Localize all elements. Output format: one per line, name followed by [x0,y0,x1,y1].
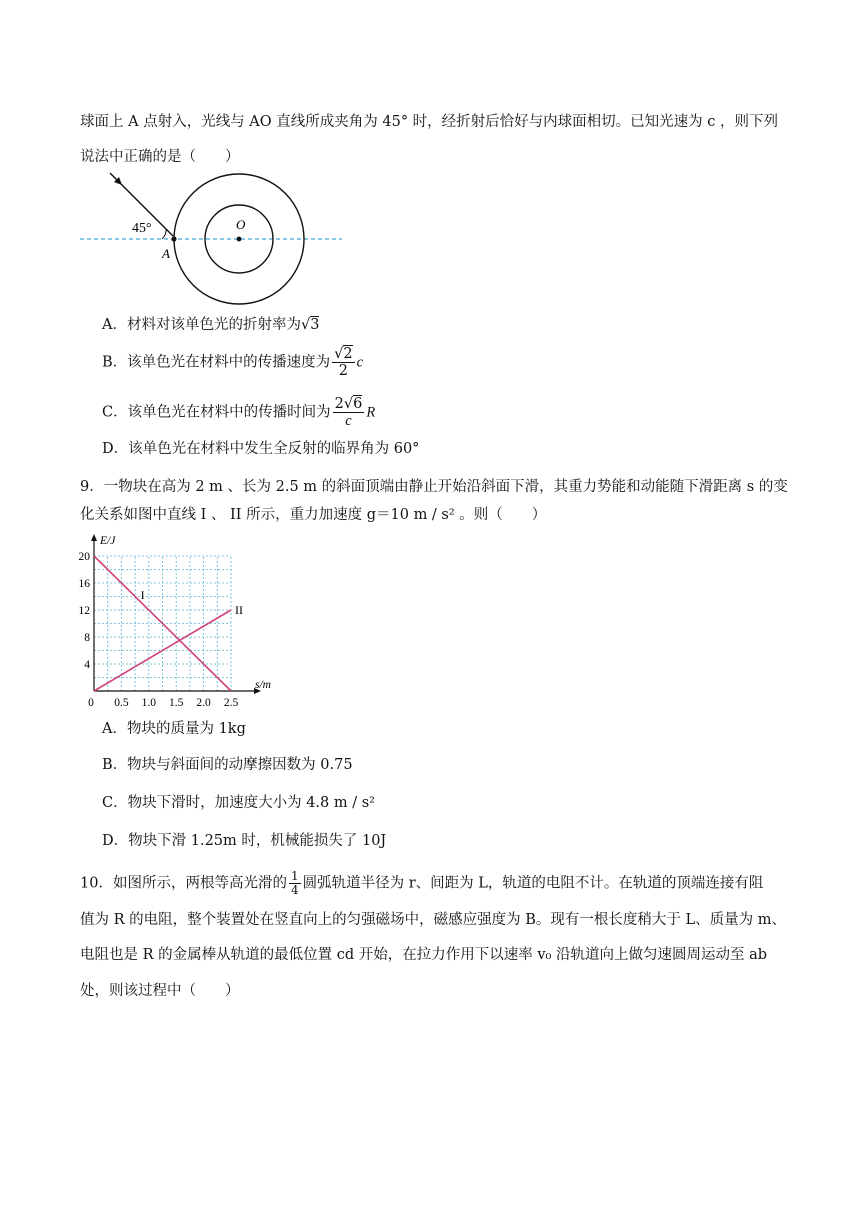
q8-option-c: C．该单色光在材料中的传播时间为 $\frac{2√6}{c}$ R [102,396,376,429]
x-tick-label: 2.0 [196,697,211,709]
y-tick-label: 4 [84,659,90,671]
x-tick-label: 1.0 [141,697,156,709]
q8-option-b-text: B．该单色光在材料中的传播速度为 [102,354,331,371]
q9-stem-line2: 化关系如图中直线 I 、 II 所示，重力加速度 g＝10 m / s² 。则（ ） [80,507,547,523]
q8-option-b-denominator: 2 [338,363,349,379]
q8-option-c-coef: 2 [334,396,344,412]
x-tick-label: 1.5 [169,697,184,709]
q10-line1 [80,870,763,897]
point-O-label: O [236,217,246,232]
q8-option-b-var: c [356,354,364,371]
q8-option-c-radicand: 6 [353,396,363,412]
q8-stem-line1: 球面上 A 点射入，光线与 AO 直线所成夹角为 45° 时，经折射后恰好与内球面相切。已知光速为 c ，则下列 [80,114,779,130]
q10-frac-denominator: 4 [290,883,299,897]
q9-option-b: B．物块与斜面间的动摩擦因数为 0.75 [102,757,353,773]
series-label-I: I [140,588,145,603]
point-A-label: A [162,246,170,261]
q8-option-a-radicand: 3 [310,317,320,333]
q10-line2: 值为 R 的电阻，整个装置处在竖直向上的匀强磁场中，磁感应强度为 B。现有一根长度稍大于 L、质量为 m、 [80,912,786,928]
angle-arc [162,229,166,239]
q10-frac-numerator: 1 [290,869,299,883]
sphere-figure [80,168,350,313]
q8-stem-line2: 说法中正确的是（ ） [80,149,240,165]
q9-stem-line1: 9．一物块在高为 2 m 、长为 2.5 m 的斜面顶端由静止开始沿斜面下滑，其重力势能和动能随下滑距离 s 的变 [80,479,788,495]
q8-option-d: D．该单色光在材料中发生全反射的临界角为 60° [102,441,420,457]
q8-option-b: B．该单色光在材料中的传播速度为 $\frac{√2}{2}$ c [102,346,364,379]
q8-option-a-text: A．材料对该单色光的折射率为 [102,317,301,333]
y-tick-label: 20 [78,551,90,563]
angle-label: 45° [132,221,152,236]
x-tick-label: 0 [88,697,94,709]
q9-option-d: D．物块下滑 1.25m 时，机械能损失了 10J [102,833,387,849]
q9-option-a: A．物块的质量为 1kg [102,721,246,737]
q8-option-c-denominator: c [345,413,352,429]
point-O-dot [237,237,242,242]
q8-option-c-text: C．该单色光在材料中的传播时间为 [102,404,331,421]
y-tick-label: 12 [78,605,90,617]
point-A-dot [171,236,176,241]
y-axis-label: E/J [100,535,116,547]
q9-option-c: C．物块下滑时，加速度大小为 4.8 m / s² [102,795,375,811]
x-tick-label: 0.5 [114,697,129,709]
series-label-II: II [235,603,243,617]
q8-option-a: A．材料对该单色光的折射率为√3 [102,317,320,333]
q10-line3: 电阻也是 R 的金属棒从轨道的最低位置 cd 开始，在拉力作用下以速率 v₀ 沿轨道向上做匀速圆周运动至 ab [80,947,768,963]
energy-distance-chart [76,532,286,710]
q10-line1-post: 圆弧轨道半径为 r、间距为 L，轨道的电阻不计。在轨道的顶端连接有阻 [302,875,764,892]
q8-option-c-var: R [366,404,376,421]
x-axis-label: s/m [255,679,271,691]
q10-line1-pre: 10．如图所示，两根等高光滑的 [80,875,287,892]
y-tick-label: 8 [84,632,90,644]
q10-line4: 处，则该过程中（ ） [80,983,240,999]
y-axis-arrow-icon [91,534,97,541]
x-tick-label: 2.5 [223,697,239,709]
q8-option-b-radicand: 2 [343,346,353,362]
y-tick-label: 16 [78,578,90,590]
